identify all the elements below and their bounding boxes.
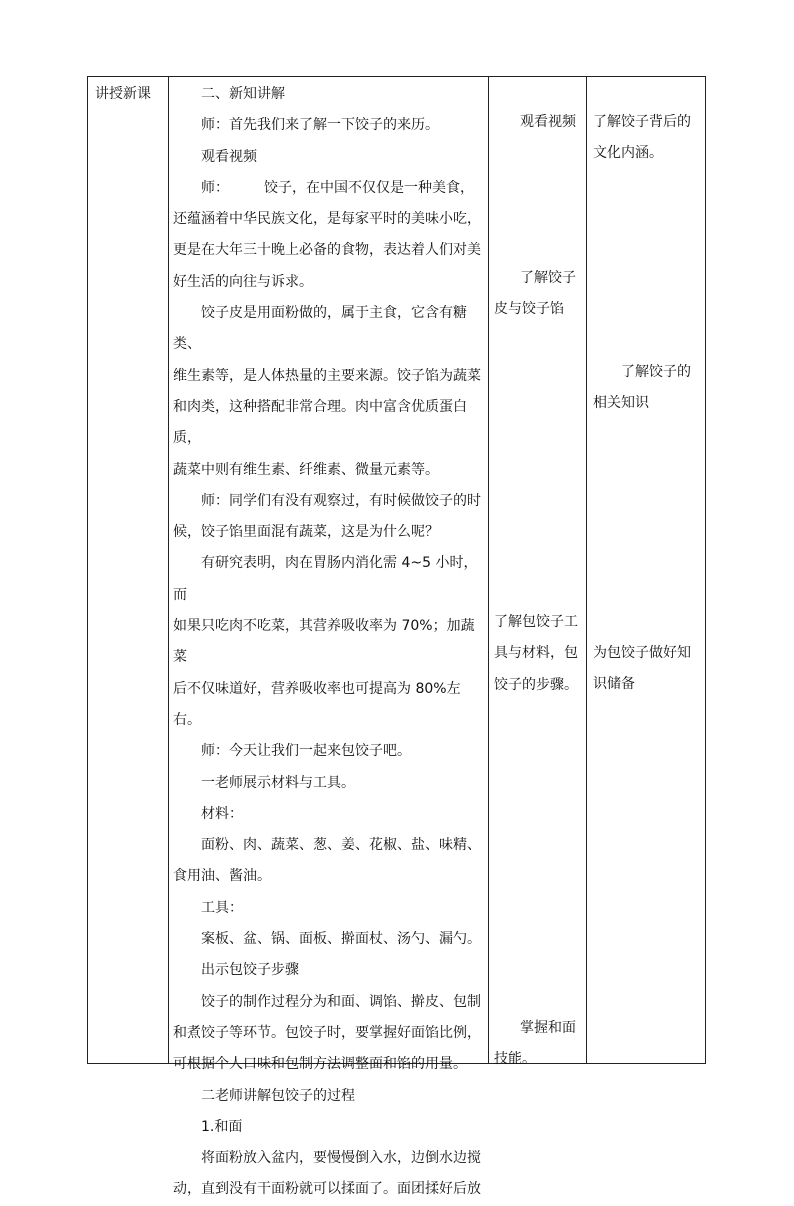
content-line: 蔬菜中则有维生素、纤维素、微量元素等。 (173, 461, 439, 478)
content-line: 材料： (201, 805, 243, 822)
activity-text: 皮与饺子馅 (494, 301, 564, 318)
content-line: 可根据个人口味和包制方法调整面和馅的用量。 (173, 1056, 467, 1073)
content-line: 食用油、酱油。 (173, 868, 271, 885)
lesson-table (87, 76, 706, 1198)
intent-text: 识储备 (593, 676, 635, 693)
content-line: 好生活的向往与诉求。 (173, 273, 313, 290)
content-line: 还蕴涵着中华民族文化，是每家平时的美味小吃， (173, 211, 481, 228)
content-line: 案板、盆、锅、面板、擀面杖、汤勺、漏勺。 (201, 931, 481, 948)
content-line: 候，饺子馅里面混有蔬菜，这是为什么呢？ (173, 524, 439, 541)
content-line: 面粉、肉、蔬菜、葱、姜、花椒、盐、味精、 (201, 837, 481, 854)
intent-text: 了解饺子的 (621, 364, 691, 380)
content-line: 1.和面 (201, 1118, 243, 1135)
content-line: 如果只吃肉不吃菜，其营养吸收率为 70%；加蔬菜 (173, 618, 475, 666)
intent-text: 为包饺子做好知 (593, 645, 691, 661)
intent-text: 相关知识 (593, 395, 649, 412)
content-line: 师：同学们有没有观察过，有时候做饺子的时 (201, 492, 481, 509)
activity-text: 技能。 (494, 1051, 536, 1068)
content-line: 一老师展示材料与工具。 (201, 774, 355, 791)
content-line: 观看视频 (201, 148, 257, 165)
intent-text: 文化内涵。 (593, 145, 663, 162)
content-line: 工具： (201, 899, 243, 916)
content-line: 饺子皮是用面粉做的，属于主食，它含有糖类、 (173, 305, 467, 353)
intent-text: 了解饺子背后的 (593, 114, 691, 130)
content-line: 有研究表明，肉在胃肠内消化需 4~5 小时，而 (173, 555, 478, 603)
content-line: 动，直到没有干面粉就可以揉面了。面团揉好后放 (173, 1181, 481, 1198)
activity-text: 掌握和面 (520, 1020, 576, 1036)
column-divider (586, 77, 587, 1063)
content-line: 和煮饺子等环节。包饺子时，要掌握好面馅比例， (173, 1024, 481, 1041)
content-line: 将面粉放入盆内，要慢慢倒入水，边倒水边搅 (201, 1150, 481, 1167)
activity-text: 饺子的步骤。 (494, 676, 578, 693)
content-line: 出示包饺子步骤 (201, 962, 299, 979)
column-divider (488, 77, 489, 1063)
activity-text: 了解饺子 (520, 270, 576, 286)
content-line: 维生素等，是人体热量的主要来源。饺子馅为蔬菜 (173, 367, 481, 384)
content-line: 后不仅味道好，营养吸收率也可提高为 80%左右。 (173, 680, 461, 728)
content-line: 师：首先我们来了解一下饺子的来历。 (201, 117, 439, 134)
stage-label: 讲授新课 (95, 86, 151, 102)
content-line: 二老师讲解包饺子的过程 (201, 1087, 355, 1104)
content-line: 饺子的制作过程分为和面、调馅、擀皮、包制 (201, 993, 481, 1010)
content-line: 更是在大年三十晚上必备的食物，表达着人们对美 (173, 242, 481, 259)
section-heading: 二、新知讲解 (201, 86, 285, 102)
activity-text: 了解包饺子工 (494, 614, 578, 630)
activity-text: 具与材料，包 (494, 645, 578, 662)
content-line: 和肉类，这种搭配非常合理。肉中富含优质蛋白质， (173, 398, 467, 447)
activity-text: 观看视频 (520, 114, 576, 130)
content-line: 师： 饺子，在中国不仅仅是一种美食， (201, 179, 474, 196)
teaching-content (173, 79, 483, 1206)
content-line: 师：今天让我们一起来包饺子吧。 (201, 743, 411, 760)
column-divider (168, 77, 169, 1063)
